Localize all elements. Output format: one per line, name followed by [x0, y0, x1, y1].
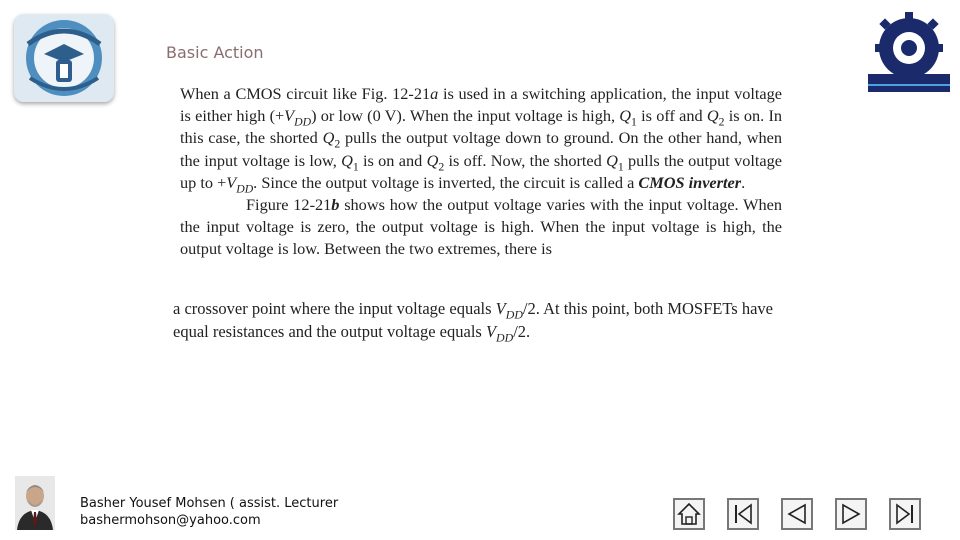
home-button[interactable] — [673, 498, 705, 530]
previous-slide-icon — [783, 500, 811, 528]
paragraph-figure-description: Figure 12-21b shows how the output voltage varies with the input voltage. When the input voltage is zero, the output voltage is high. When the input voltage is high, the output voltage is low. Between the two extremes, there is — [180, 195, 782, 259]
college-logo — [866, 8, 952, 94]
author-email: bashermohson@yahoo.com — [80, 513, 261, 528]
author-name: Basher Yousef Mohsen ( assist. Lecturer — [80, 496, 339, 511]
home-icon — [675, 500, 703, 528]
slide-title: Basic Action — [166, 43, 264, 62]
next-slide-button[interactable] — [835, 498, 867, 530]
author-avatar-icon — [15, 476, 55, 530]
first-slide-icon — [729, 500, 757, 528]
university-logo-icon — [14, 14, 114, 102]
engineering-college-logo-icon — [866, 8, 952, 94]
author-info — [80, 495, 338, 529]
last-slide-icon — [891, 500, 919, 528]
university-logo — [14, 14, 114, 102]
first-slide-button[interactable] — [727, 498, 759, 530]
body-text — [180, 83, 782, 261]
next-slide-icon — [837, 500, 865, 528]
author-photo — [15, 476, 55, 530]
last-slide-button[interactable] — [889, 498, 921, 530]
paragraph-crossover-point: a crossover point where the input voltage equals $V_{DD}/2$. At this point, both MOSFETs have equal resistances and the output voltage equals $V_{DD}/2$. — [173, 299, 773, 344]
previous-slide-button[interactable] — [781, 498, 813, 530]
paragraph-cmos-switching: When a CMOS circuit like Fig. 12-21a is used in a switching application, the input voltage is either high $(+V_{DD})$ or low (0 V). When the input voltage is high, $Q_1$ is off and $Q_2$ is on. In this case, the shorted $Q_2$ pulls the output voltage down to ground. On the other hand, when the input voltage is low, $Q_1$ is on and $Q_2$ is off. Now, the shorted $Q_1$ pulls the output voltage up to $+V_{DD}$. Since the output voltage is inverted, the circuit is called a CMOS inverter. — [180, 84, 783, 196]
